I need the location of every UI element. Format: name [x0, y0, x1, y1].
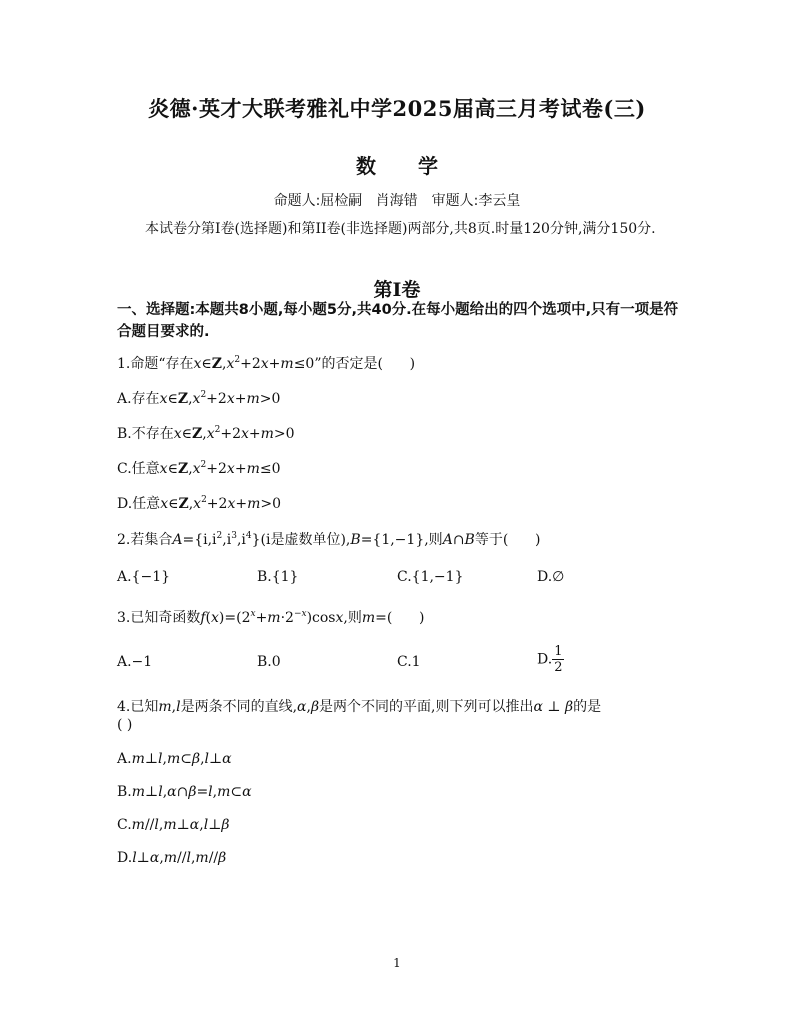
- question-2-stem: 2.若集合$A=\{i,i^2,i^3,i^4\}(i$是虚数单位),B={1,−1},则A∩B等于( ): [117, 531, 541, 548]
- q2-text-b: (i是虚数单位),: [260, 532, 351, 548]
- q4-option-b: B.m⊥l,α∩β=l,m⊂α: [117, 784, 252, 800]
- question-4-stem: 4.已知m,l是两条不同的直线,α,β是两个不同的平面,则下列可以推出α ⊥ β的是: [117, 699, 602, 715]
- section-heading: 一、选择题:本题共8小题,每小题5分,共40分.在每小题给出的四个选项中,只有一项是符合题目要求的.: [117, 302, 679, 340]
- q3-text-a: 3.已知奇函数: [117, 610, 201, 626]
- subject-char-2: 学: [418, 154, 438, 178]
- q1-text-b: ”的否定是( ): [314, 356, 416, 372]
- q1-option-c: C.任意$x\in Z,x^2+2x+m\le 0$: [117, 460, 281, 477]
- question-1-stem: 1.命题“存在$x\in Z,x^2+2x+m\le 0$”的否定是( ): [117, 355, 416, 372]
- q3-option-d: D. $\frac{1}{2}$: [537, 644, 563, 675]
- subject-title: [0, 150, 794, 179]
- q1d-word: 任意: [132, 496, 161, 512]
- q4-option-a: A.m⊥l,m⊂β,l⊥α: [117, 751, 232, 767]
- q4-option-d: D.l⊥α,m//l,m//β: [117, 850, 227, 866]
- part-title: 第I卷: [373, 279, 421, 301]
- q4-text-b: 是两条不同的直线,: [180, 699, 298, 715]
- authors-line: [0, 190, 794, 210]
- q3-text-b: ,则: [343, 610, 362, 626]
- q3-option-c: C.1: [397, 654, 421, 670]
- question-3-stem: 3.已知奇函数$f(x)=(2^x+m\cdot 2^{-x})\cos x$,则m=( ): [117, 609, 425, 626]
- q4-text-d: 的是: [573, 699, 602, 715]
- exam-title: 炎德·英才大联考雅礼中学2025届高三月考试卷(三): [148, 96, 646, 121]
- q2-option-c: C.{1,−1}: [397, 569, 464, 585]
- page-number: 1: [393, 956, 401, 970]
- q4-option-c: C.m//l,m⊥α,l⊥β: [117, 817, 230, 833]
- q1-option-a: A.存在$x\in Z,x^2+2x+m>0$: [117, 390, 281, 407]
- q2-option-d: D.∅: [537, 569, 565, 585]
- q4-text-c: 是两个不同的平面,则下列可以推出: [319, 699, 534, 715]
- q1b-word: 不存在: [131, 426, 174, 442]
- q2-text-a: 2.若集合: [117, 532, 173, 548]
- setter-names: 命题人:屈检嗣 肖海错: [273, 193, 418, 209]
- q3-option-a: A.−1: [117, 654, 153, 670]
- q1-option-d: D.任意$x\in Z,x^2+2x+m>0$: [117, 495, 281, 512]
- q3-text-c: ( ): [386, 610, 425, 626]
- q1-text-a: 1.命题“存在: [117, 356, 194, 372]
- q4-answer-paren: ( ): [117, 717, 133, 733]
- subject-char-1: 数: [356, 154, 376, 178]
- fraction-one-half: $\frac{1}{2}$: [554, 644, 563, 675]
- q2-option-b: B.{1}: [257, 569, 299, 585]
- q2-text-d: 等于( ): [474, 532, 541, 548]
- q1c-word: 任意: [131, 461, 160, 477]
- q2-text-c: ,则: [424, 532, 443, 548]
- exam-intro: 本试卷分第I卷(选择题)和第II卷(非选择题)两部分,共8页.时量120分钟,满分150分.: [145, 221, 656, 237]
- q4-text-a: 4.已知: [117, 699, 159, 715]
- q2-option-a: A.{−1}: [117, 569, 171, 585]
- reviewer-name: 审题人:李云皇: [431, 193, 521, 209]
- q1a-word: 存在: [131, 391, 160, 407]
- q3-option-b: B.0: [257, 654, 281, 670]
- q1-option-b: B.不存在$x\in Z,x^2+2x+m>0$: [117, 425, 295, 442]
